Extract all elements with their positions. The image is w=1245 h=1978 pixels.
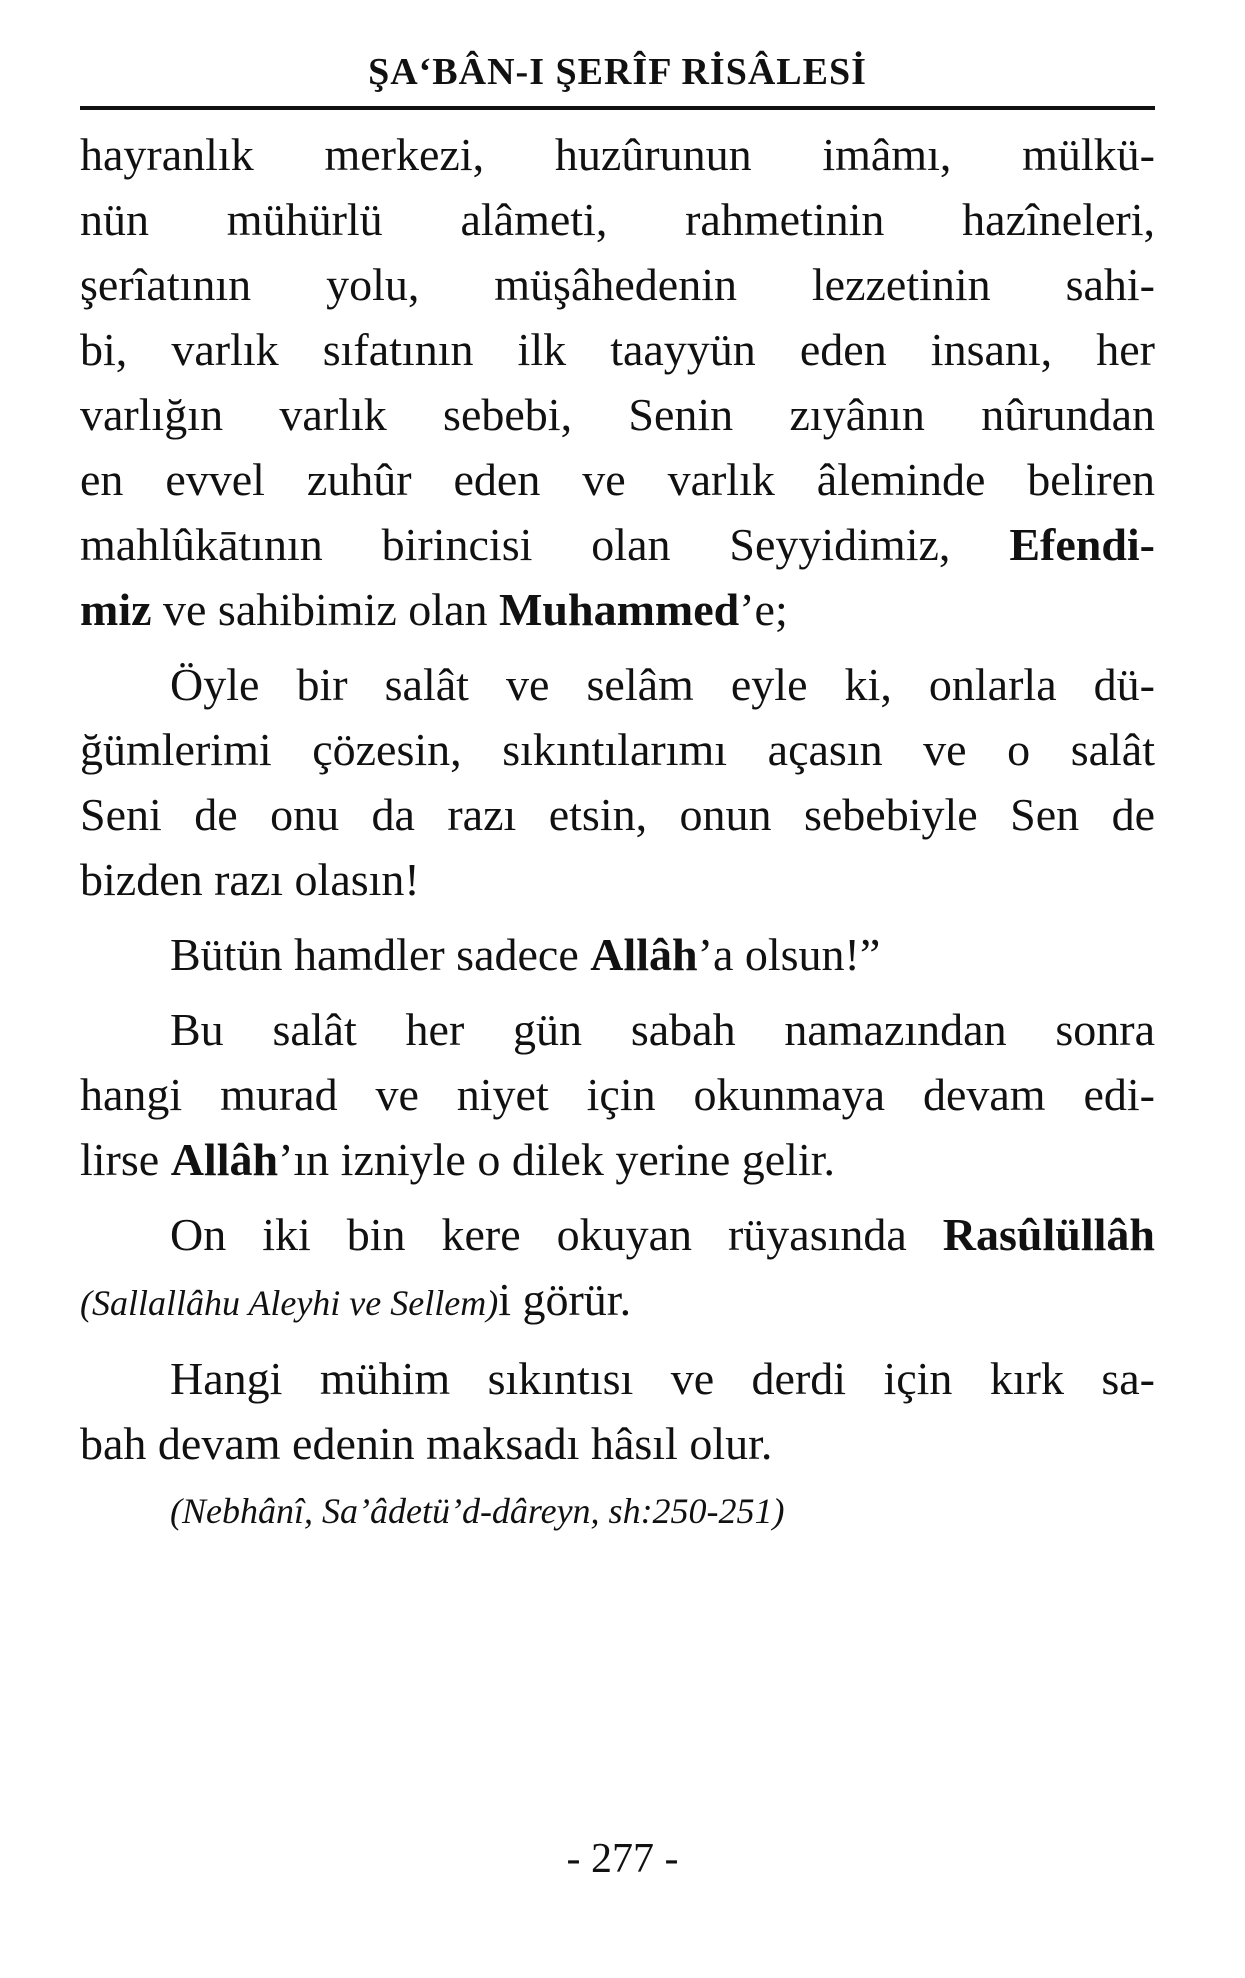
bold-name: Efendi-: [1009, 519, 1155, 570]
text-line: hangi murad ve niyet için okunmaya devam edi-: [80, 1069, 1155, 1120]
paragraph-2: [80, 652, 1155, 912]
paragraph-1: [80, 122, 1155, 642]
text-segment: ’e;: [739, 584, 788, 635]
text-line: bah devam edenin maksadı hâsıl olur.: [80, 1418, 773, 1469]
text-line: bi, varlık sıfatının ilk taayyün eden insanı, her: [80, 324, 1155, 375]
bold-name: Muhammed: [499, 584, 740, 635]
text-line: şerîatının yolu, müşâhedenin lezzetinin sahi-: [80, 259, 1155, 310]
citation: (Nebhânî, Sa’âdetü’d-dâreyn, sh:250-251): [170, 1491, 785, 1531]
bold-name: Allâh: [590, 929, 698, 980]
running-head: ŞA‘BÂN-I ŞERÎF RİSÂLESİ: [80, 50, 1155, 110]
bold-name: Rasûlüllâh: [942, 1209, 1155, 1260]
text-line: en evvel zuhûr eden ve varlık âleminde beliren: [80, 454, 1155, 505]
text-segment: i görür.: [498, 1274, 632, 1325]
text-line: [80, 922, 1155, 987]
text-segment: lirse: [80, 1134, 171, 1185]
text-line: Seni de onu da razı etsin, onun sebebiyle Sen de: [80, 789, 1155, 840]
text-line: nün mühürlü alâmeti, rahmetinin hazîneleri,: [80, 194, 1155, 245]
text-line: [80, 1127, 1155, 1192]
page-number: - 277 -: [566, 1836, 679, 1882]
text-segment: ’a olsun!”: [697, 929, 881, 980]
text-line: Hangi mühim sıkıntısı ve derdi için kırk sa-: [170, 1353, 1155, 1404]
text-line: Öyle bir salât ve selâm eyle ki, onlarla dü-: [170, 659, 1155, 710]
text-line: bizden razı olasın!: [80, 854, 420, 905]
text-line: [80, 512, 1155, 577]
text-line: ğümlerimi çözesin, sıkıntılarımı açasın ve o salât: [80, 724, 1155, 775]
text-line: hayranlık merkezi, huzûrunun imâmı, mülkü-: [80, 129, 1155, 180]
text-segment: Bütün hamdler sadece: [170, 929, 591, 980]
text-segment: mahlûkātının birincisi olan Seyyidimiz,: [80, 519, 1010, 570]
text-segment: ve sahibimiz olan: [151, 584, 499, 635]
text-line: [80, 1267, 1155, 1336]
honorific: (Sallallâhu Aleyhi ve Sellem): [80, 1283, 499, 1323]
text-line: [80, 577, 1155, 642]
body-text: [80, 122, 1155, 1536]
text-segment: ’ın izniyle o dilek yerine gelir.: [278, 1134, 836, 1185]
text-segment: On iki bin kere okuyan rüyasında: [170, 1209, 943, 1260]
bold-name: miz: [80, 584, 152, 635]
text-line: [80, 1202, 1155, 1267]
text-line: varlığın varlık sebebi, Senin zıyânın nûrundan: [80, 389, 1155, 440]
paragraph-4: [80, 997, 1155, 1192]
bold-name: Allâh: [170, 1134, 279, 1185]
paragraph-5: [80, 1202, 1155, 1336]
paragraph-6: [80, 1346, 1155, 1476]
page: [80, 50, 1155, 1536]
text-line: Bu salât her gün sabah namazından sonra: [170, 1004, 1155, 1055]
paragraph-3: [80, 922, 1155, 987]
